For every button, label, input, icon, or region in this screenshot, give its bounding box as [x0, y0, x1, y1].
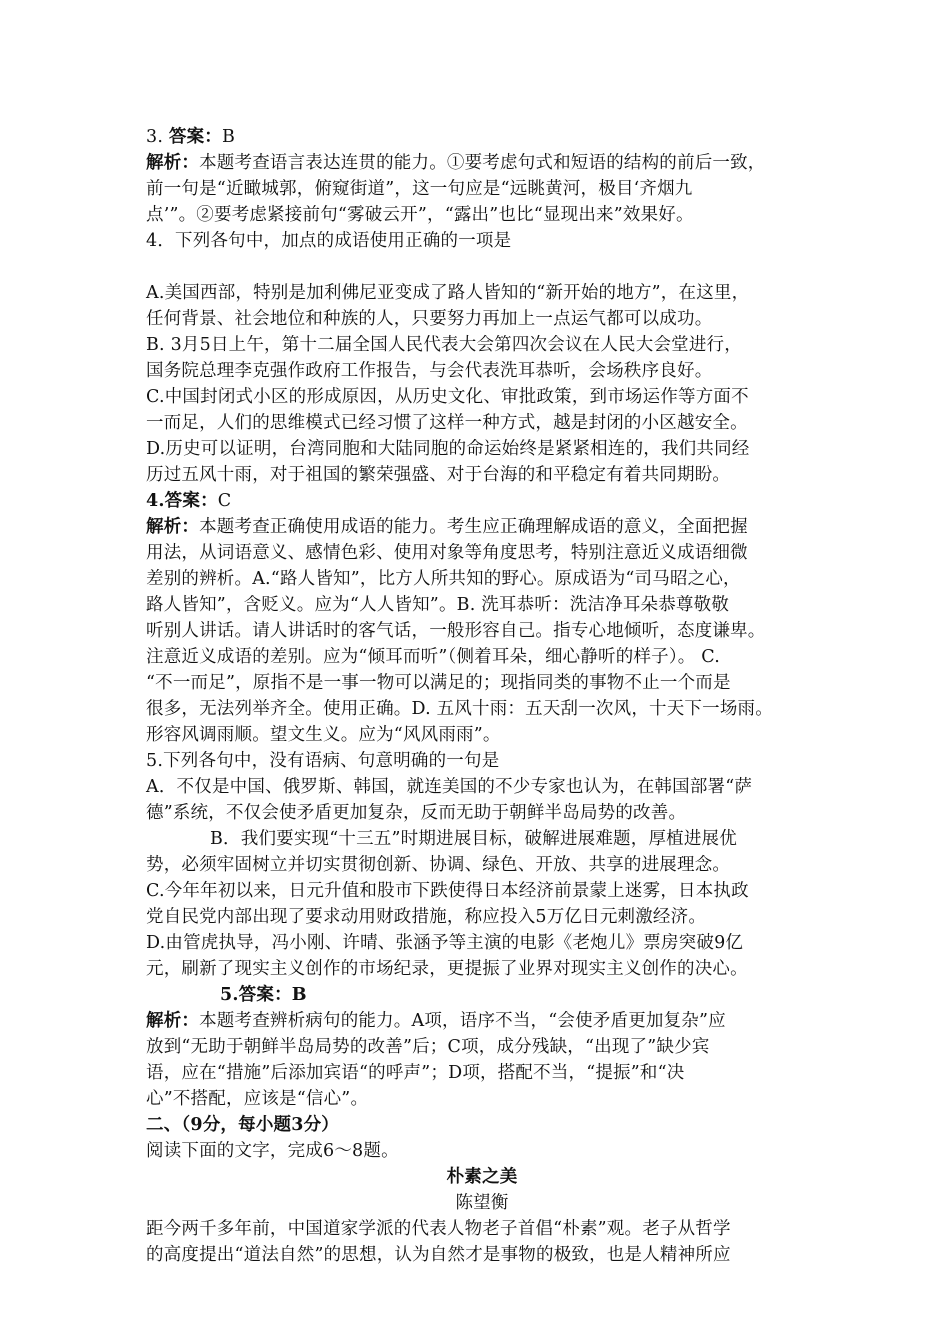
- analysis-text: 本题考查正确使用成语的能力。考生应正确理解成语的意义，全面把握: [199, 517, 748, 537]
- option-4d-line-2: 历过五风十雨，对于祖国的繁荣强盛、对于台海的和平稳定有着共同期盼。: [146, 465, 731, 485]
- option-5d-line-1: D.由管虎执导，冯小刚、许晴、张涵予等主演的电影《老炮儿》票房突破9亿: [146, 933, 744, 953]
- analysis-3-line-1: [146, 150, 818, 176]
- analysis-label: 解析：: [146, 153, 200, 173]
- option-4a-line-1: A.美国西部，特别是加利佛尼亚变成了路人皆知的“新开始的地方”，在这里，: [146, 283, 750, 303]
- question-4-stem: 4．下列各句中，加点的成语使用正确的一项是: [146, 231, 512, 251]
- option-4d-line-1: D.历史可以证明，台湾同胞和大陆同胞的命运始终是紧紧相连的，我们共同经: [146, 439, 750, 459]
- analysis-4-line-5: 听别人讲话。请人讲话时的客气话，一般形容自己。指专心地倾听，态度谦卑。: [146, 621, 766, 641]
- document-page: [146, 124, 818, 1268]
- analysis-4-line-9: 形容风调雨顺。望文生义。应为“风风雨雨”。: [146, 725, 501, 745]
- analysis-5-line-4: 心”不搭配，应该是“信心”。: [146, 1089, 369, 1109]
- option-5c-line-1: C.今年年初以来，日元升值和股市下跌使得日本经济前景蒙上迷雾，日本执政: [146, 881, 749, 901]
- option-5a-line-2: 德”系统，不仅会使矛盾更加复杂，反而无助于朝鲜半岛局势的改善。: [146, 803, 687, 823]
- answer-5-line: 5.答案：B: [220, 985, 307, 1005]
- option-4c-line-2: 一而足，人们的思维模式已经习惯了这样一种方式，越是封闭的小区越安全。: [146, 413, 748, 433]
- analysis-4-line-7: “不一而足”，原指不是一事一物可以满足的；现指同类的事物不止一个而是: [146, 673, 731, 693]
- question-number: 3.: [146, 127, 169, 147]
- answer-4-line: [146, 488, 818, 514]
- answer-label: 4.答案：: [146, 491, 218, 511]
- analysis-label: 解析：: [146, 517, 200, 537]
- option-5b-line-1: B．我们要实现“十三五”时期进展目标，破解进展难题，厚植进展优: [210, 829, 737, 849]
- option-4b-line-2: 国务院总理李克强作政府工作报告，与会代表洗耳恭听，会场秩序良好。: [146, 361, 713, 381]
- option-5d-line-2: 元，刷新了现实主义创作的市场纪录，更提振了业界对现实主义创作的决心。: [146, 959, 748, 979]
- analysis-4-line-2: 用法，从词语意义、感情色彩、使用对象等角度思考，特别注意近义成语细微: [146, 543, 748, 563]
- analysis-4-line-4: 路人皆知”，含贬义。应为“人人皆知”。B. 洗耳恭听：洗洁净耳朵恭尊敬敬: [146, 595, 730, 615]
- analysis-4-line-6: 注意近义成语的差别。应为“倾耳而听”（侧着耳朵，细心静听的样子）。 C.: [146, 647, 720, 667]
- option-4c-line-1: C.中国封闭式小区的形成原因，从历史文化、审批政策，到市场运作等方面不: [146, 387, 749, 407]
- section-2-heading: 二、（9分，每小题3分）: [146, 1115, 340, 1135]
- question-5-stem: 5.下列各句中，没有语病、句意明确的一句是: [146, 751, 500, 771]
- answer-value: B: [221, 127, 236, 147]
- analysis-3-line-2: 前一句是“近瞰城郭，俯窥街道”，这一句应是“远眺黄河，极目‘齐烟九: [146, 179, 693, 199]
- option-4b-line-1: B. 3月5日上午，第十二届全国人民代表大会第四次会议在人民大会堂进行，: [146, 335, 742, 355]
- analysis-4-line-8: 很多，无法列举齐全。使用正确。D. 五风十雨：五天刮一次风，十天下一场雨。: [146, 699, 773, 719]
- answer-label: 答案：: [168, 127, 222, 147]
- option-5b-line-2: 势，必须牢固树立并切实贯彻创新、协调、绿色、开放、共享的进展理念。: [146, 855, 731, 875]
- analysis-5-line-1: [146, 1008, 818, 1034]
- analysis-4-line-1: [146, 514, 818, 540]
- article-paragraph-line-1: 距今两千多年前，中国道家学派的代表人物老子首倡“朴素”观。老子从哲学: [146, 1219, 731, 1239]
- analysis-3-line-3: 点’”。②要考虑紧接前句“雾破云开”，“露出”也比“显现出来”效果好。: [146, 205, 694, 225]
- analysis-5-line-3: 语，应在“措施”后添加宾语“的呼声”；D项，搭配不当，“提振”和“决: [146, 1063, 685, 1083]
- analysis-label: 解析：: [146, 1011, 200, 1031]
- analysis-text: 本题考查语言表达连贯的能力。①要考虑句式和短语的结构的前后一致，: [199, 153, 766, 173]
- answer-value: C: [217, 491, 232, 511]
- article-title: 朴素之美: [446, 1167, 518, 1187]
- analysis-5-line-2: 放到“无助于朝鲜半岛局势的改善”后；C项，成分残缺，“出现了”缺少宾: [146, 1037, 710, 1057]
- option-4a-line-2: 任何背景、社会地位和种族的人，只要努力再加上一点运气都可以成功。: [146, 309, 713, 329]
- option-5c-line-2: 党自民党内部出现了要求动用财政措施，称应投入5万亿日元刺激经济。: [146, 907, 707, 927]
- blank-line: [146, 254, 818, 280]
- answer-3-line: [146, 124, 818, 150]
- analysis-text: 本题考查辨析病句的能力。A项，语序不当，“会使矛盾更加复杂”应: [199, 1011, 726, 1031]
- article-author: 陈望衡: [455, 1193, 509, 1213]
- reading-instruction: 阅读下面的文字，完成6～8题。: [146, 1141, 399, 1161]
- option-5a-line-1: A．不仅是中国、俄罗斯、韩国，就连美国的不少专家也认为，在韩国部署“萨: [146, 777, 753, 797]
- analysis-4-line-3: 差别的辨析。A.“路人皆知”，比方人所共知的野心。原成语为“司马昭之心，: [146, 569, 741, 589]
- article-paragraph-line-2: 的高度提出“道法自然”的思想，认为自然才是事物的极致，也是人精神所应: [146, 1245, 731, 1265]
